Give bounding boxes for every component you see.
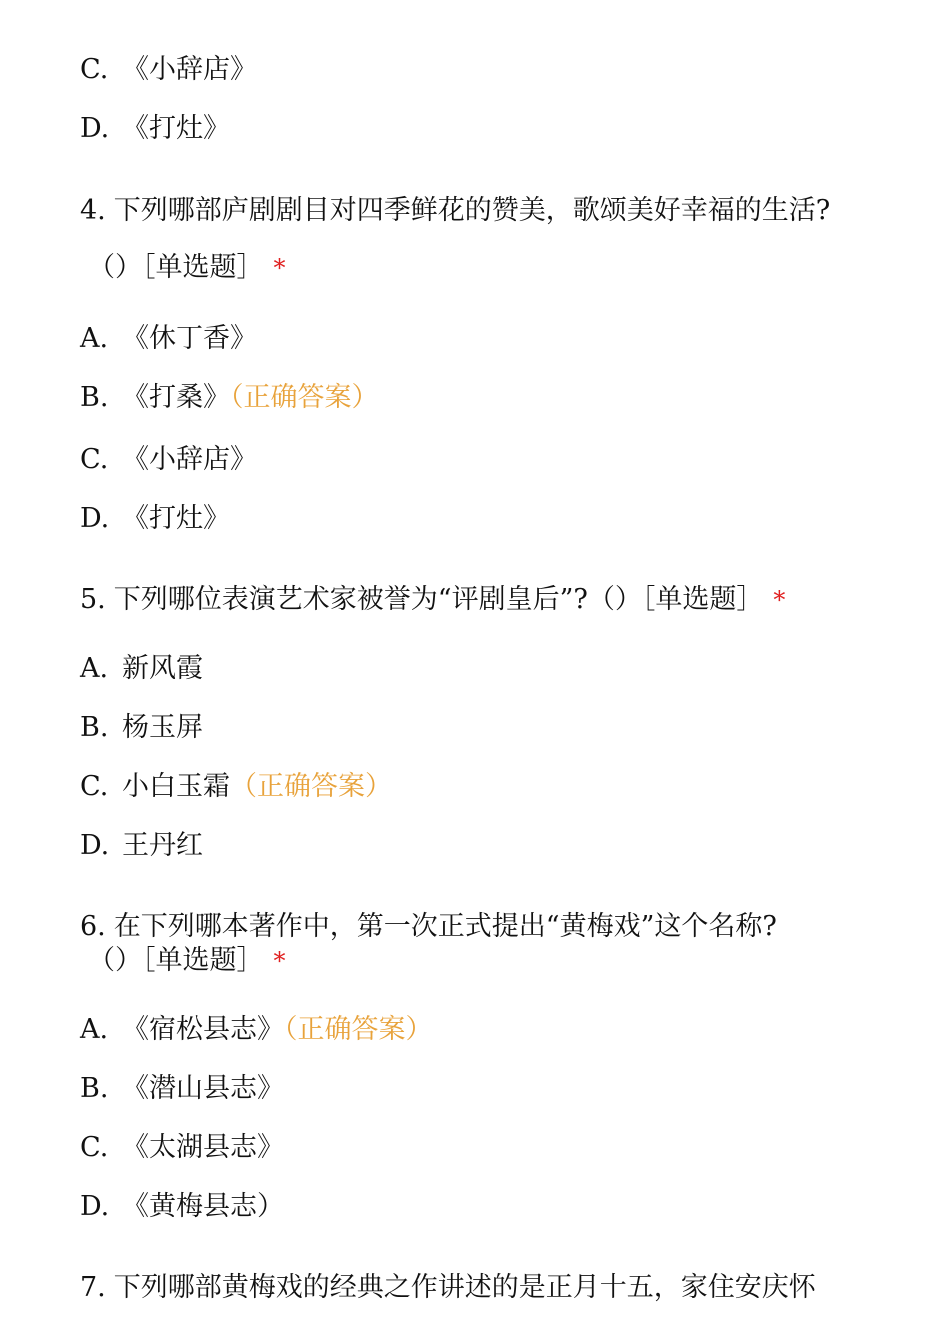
- option-q3-d[interactable]: [80, 111, 230, 147]
- required-mark: *: [273, 254, 286, 282]
- option-q5-b[interactable]: [80, 710, 203, 746]
- option-letter: C.: [80, 1132, 109, 1163]
- option-letter: C.: [80, 54, 109, 85]
- option-q3-c[interactable]: [80, 52, 257, 88]
- question-number: 6.: [80, 911, 106, 942]
- option-text: 《休丁香》: [122, 323, 257, 354]
- option-q6-b[interactable]: [80, 1071, 284, 1107]
- required-mark: *: [773, 586, 786, 614]
- option-letter: A.: [80, 653, 109, 684]
- option-text: 杨玉屏: [122, 712, 203, 743]
- option-letter: A.: [80, 323, 109, 354]
- option-q6-a[interactable]: [80, 1012, 433, 1048]
- option-text: 《小辞店》: [122, 54, 257, 85]
- option-letter: B.: [80, 712, 109, 743]
- option-letter: B.: [80, 1073, 109, 1104]
- correct-answer-tag: （正确答案）: [230, 382, 379, 413]
- question-6-title-cont: [88, 943, 286, 979]
- question-7-title: [80, 1270, 816, 1306]
- question-number: 5.: [80, 584, 106, 615]
- question-number: 4.: [80, 195, 106, 226]
- option-text: 《太湖县志》: [122, 1132, 284, 1163]
- option-text: 《黄梅县志）: [122, 1191, 284, 1222]
- question-type: （）［单选题］: [88, 252, 264, 283]
- option-text: 《打桑》: [122, 382, 230, 413]
- option-text: 《小辞店》: [122, 444, 257, 475]
- option-q4-c[interactable]: [80, 442, 257, 478]
- option-q4-d[interactable]: [80, 501, 230, 537]
- option-letter: D.: [80, 503, 110, 534]
- question-text: 下列哪位表演艺术家被誉为“评剧皇后”?（）［单选题］: [113, 584, 764, 615]
- option-letter: D.: [80, 1191, 110, 1222]
- option-text: 《宿松县志》: [122, 1014, 284, 1045]
- question-text: 下列哪部庐剧剧目对四季鲜花的赞美，歌颂美好幸福的生活?: [113, 195, 831, 226]
- question-type: （）［单选题］: [88, 945, 264, 976]
- option-letter: C.: [80, 444, 109, 475]
- option-q5-d[interactable]: [80, 828, 203, 864]
- option-q5-a[interactable]: [80, 651, 203, 687]
- correct-answer-tag: （正确答案）: [230, 771, 392, 802]
- question-4-title: [80, 193, 830, 229]
- option-q6-d[interactable]: [80, 1189, 284, 1225]
- option-q4-a[interactable]: [80, 321, 257, 357]
- question-5-title: [80, 582, 785, 618]
- question-text: 在下列哪本著作中，第一次正式提出“黄梅戏”这个名称?: [113, 911, 777, 942]
- option-letter: D.: [80, 830, 110, 861]
- option-text: 小白玉霜: [122, 771, 230, 802]
- option-text: 《打灶》: [122, 503, 230, 534]
- option-text: 《潜山县志》: [122, 1073, 284, 1104]
- option-letter: A.: [80, 1014, 109, 1045]
- option-q6-c[interactable]: [80, 1130, 284, 1166]
- option-letter: C.: [80, 771, 109, 802]
- question-4-title-cont: [88, 250, 286, 286]
- option-text: 王丹红: [122, 830, 203, 861]
- option-letter: B.: [80, 382, 109, 413]
- option-text: 新风霞: [122, 653, 203, 684]
- option-letter: D.: [80, 113, 110, 144]
- question-number: 7.: [80, 1272, 106, 1303]
- required-mark: *: [273, 947, 286, 975]
- option-q5-c[interactable]: [80, 769, 392, 805]
- option-q4-b[interactable]: [80, 380, 379, 416]
- correct-answer-tag: （正确答案）: [284, 1014, 433, 1045]
- option-text: 《打灶》: [122, 113, 230, 144]
- question-6-title: [80, 909, 777, 945]
- question-text: 下列哪部黄梅戏的经典之作讲述的是正月十五，家住安庆怀: [113, 1272, 816, 1303]
